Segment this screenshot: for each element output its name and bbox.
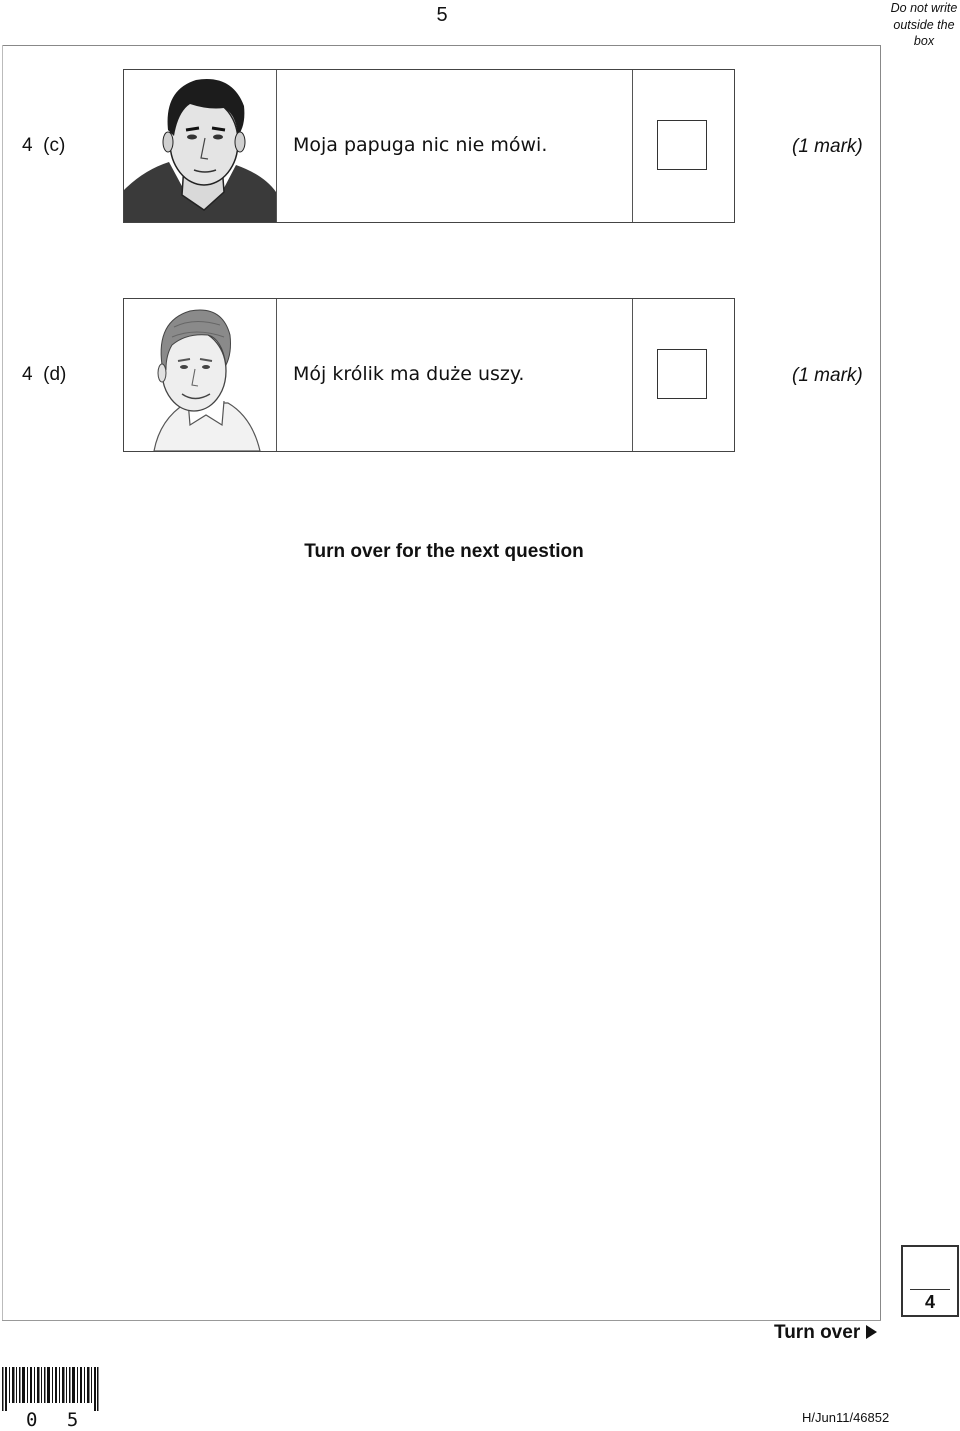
turn-over-footer (774, 1322, 877, 1344)
answer-box-4c[interactable] (657, 120, 707, 170)
turn-over-label: Turn over (774, 1322, 861, 1343)
question-table-4c (123, 69, 735, 223)
question-number-4d: 4 (d) (22, 364, 67, 385)
barcode-digits: 0 5 (26, 1409, 88, 1431)
man-smiling-portrait-icon (124, 299, 276, 451)
total-underline (910, 1289, 950, 1290)
margin-total-value: 4 (924, 1292, 935, 1312)
answer-cell (633, 299, 733, 451)
frame-bottom-border (2, 1320, 881, 1321)
answer-box-4d[interactable] (657, 349, 707, 399)
question-number-4c: 4 (c) (22, 135, 66, 156)
frame-right-border (880, 45, 881, 1321)
sentence-cell (277, 299, 633, 451)
page-number: 5 (436, 4, 448, 26)
man-dark-hair-portrait-icon (124, 70, 276, 222)
sentence-cell (277, 70, 633, 222)
mark-4c: (1 mark) (792, 136, 863, 157)
question-table-4d (123, 298, 735, 452)
barcode-icon (0, 1367, 100, 1411)
answer-cell (633, 70, 733, 222)
frame-top-border (2, 45, 881, 46)
turn-over-next-question: Turn over for the next question (304, 541, 584, 562)
sentence-4d: Mój królik ma duże uszy. (293, 363, 525, 385)
margin-total-box (901, 1245, 959, 1317)
paper-reference: H/Jun11/46852 (802, 1410, 890, 1425)
picture-cell (124, 299, 277, 451)
play-arrow-icon (866, 1325, 877, 1339)
picture-cell (124, 70, 277, 222)
mark-4d: (1 mark) (792, 365, 863, 386)
margin-note: Do not write outside the box (890, 1, 958, 48)
sentence-4c: Moja papuga nic nie mówi. (293, 134, 548, 156)
frame-left-border (2, 45, 3, 1321)
